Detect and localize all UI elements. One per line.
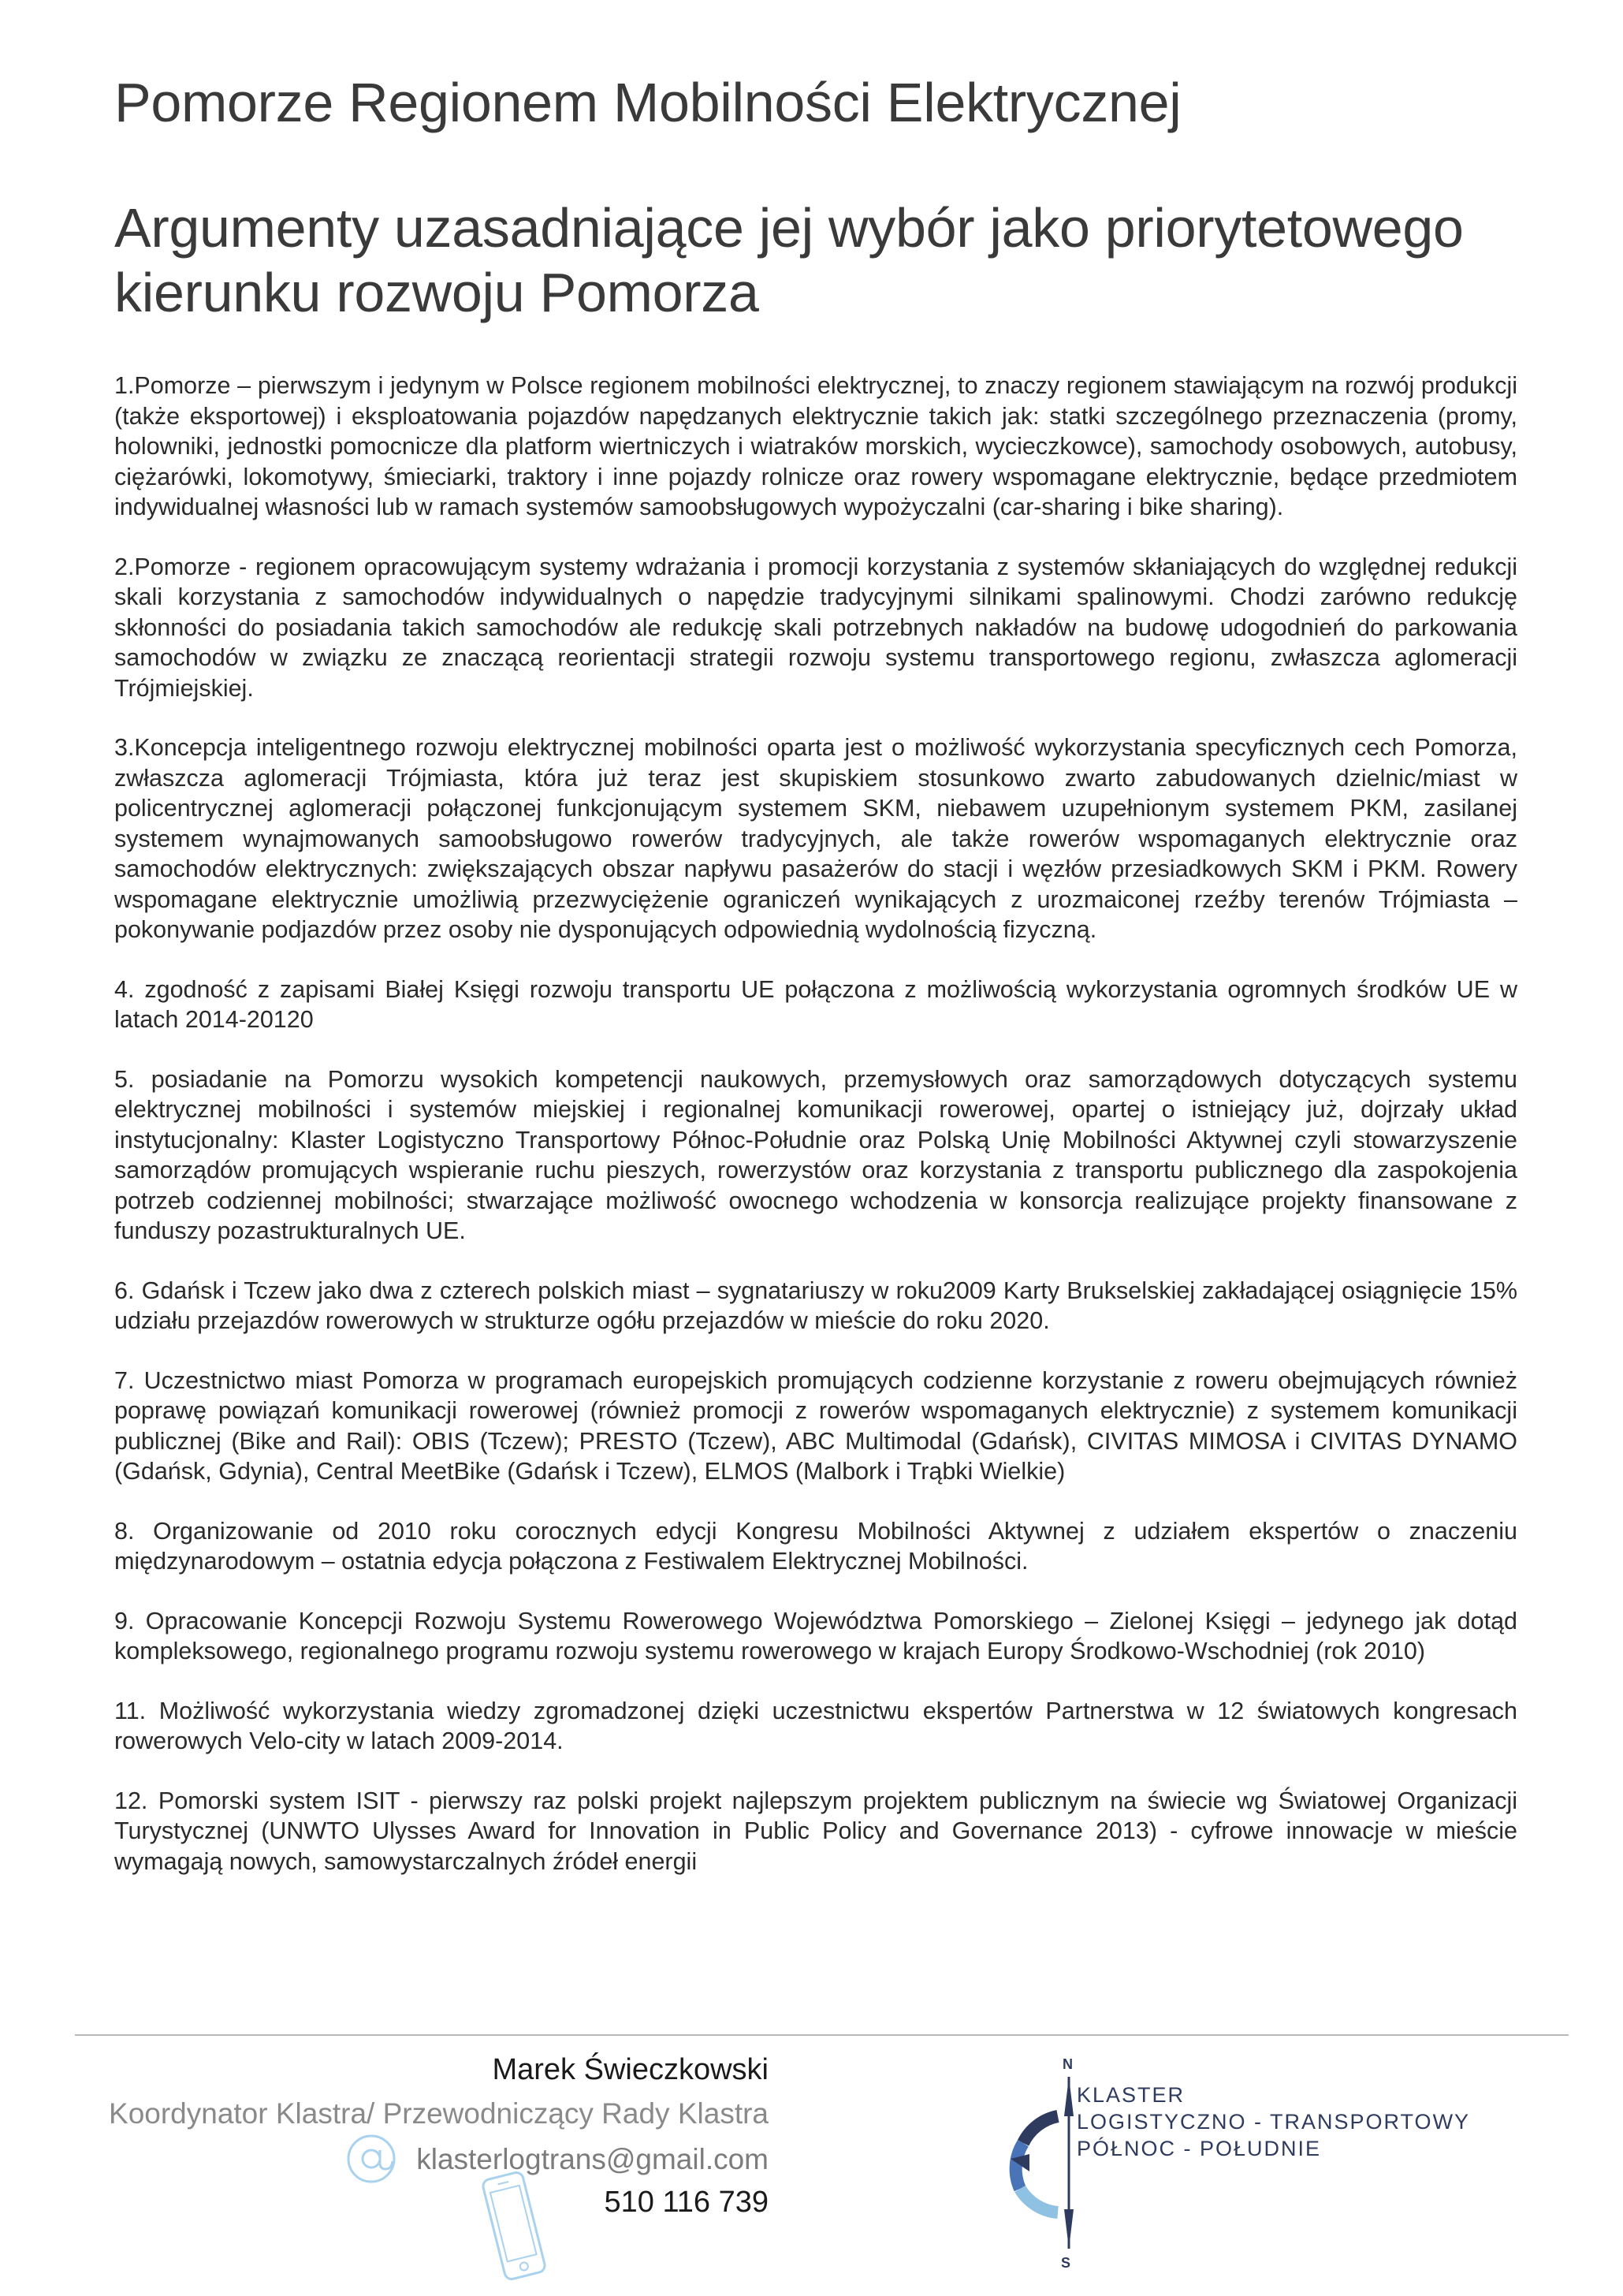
paragraph-8: 8. Organizowanie od 2010 roku corocznych edycji Kongresu Mobilności Aktywnej z udziałem ekspertów o znaczeniu międzynarodowym – ostatnia edycja połączona z Festiwalem Elektrycznej Mobilności.: [114, 1517, 1517, 1575]
logo-line-3: PÓŁNOC - POŁUDNIE: [1077, 2137, 1322, 2160]
smartphone-icon: [478, 2167, 550, 2285]
paragraph-11: 11. Możliwość wykorzystania wiedzy zgromadzonej dzięki uczestnictwu ekspertów Partnerstwa w 12 światowych kongresach rowerowych Velo-city w latach 2009-2014.: [114, 1697, 1517, 1754]
paragraph-7: 7. Uczestnictwo miast Pomorza w programach europejskich promujących codzienne korzystanie z roweru obejmujących również poprawę powiązań komunikacji rowerowej (również promocji z rowerów wspomaganych elektrycznie) z systemem komunikacji publicznej (Bike and Rail): OBIS (Tczew); PRESTO (Tczew), ABC Multimodal (Gdańsk), CIVITAS MIMOSA i CIVITAS DYNAMO (Gdańsk, Gdynia), Central MeetBike (Gdańsk i Tczew), ELMOS (Malbork i Trąbki Wielkie): [114, 1366, 1517, 1485]
signature-role: Koordynator Klastra/ Przewodniczący Rady Klastra: [109, 2097, 769, 2130]
document-subtitle: Argumenty uzasadniające jej wybór jako priorytetowego kierunku rozwoju Pomorza: [114, 197, 1464, 323]
paragraph-2: 2.Pomorze - regionem opracowującym systemy wdrażania i promocji korzystania z systemów skłaniających do względnej redukcji skali korzystania z samochodów indywidualnych o napędzie tradycyjnymi silnikami spalinowymi. Chodzi zarówno redukcję skłonności do posiadania takich samochodów ale redukcję skali potrzebnych nakładów na budowę udogodnień do parkowania samochodów w związku ze znaczącą reorientacji strategii rozwoju systemu transportowego regionu, zwłaszcza aglomeracji Trójmiejskiej.: [114, 553, 1517, 702]
logo-line-1: KLASTER: [1077, 2083, 1186, 2107]
paragraph-4: 4. zgodność z zapisami Białej Księgi rozwoju transportu UE połączona z możliwością wykorzystania ogromnych środków UE w latach 2014-20120: [114, 975, 1517, 1033]
paragraph-1: 1.Pomorze – pierwszym i jedynym w Polsce regionem mobilności elektrycznej, to znaczy regionem stawiającym na rozwój produkcji (także eksportowej) i eksploatowania pojazdów napędzanych elektrycznie takich jak: statki szczególnego przeznaczenia (promy, holowniki, jednostki pomocnicze dla platform wiertniczych i wiatraków morskich, wycieczkowce), samochody osobowych, autobusy, ciężarówki, lokomotywy, śmieciarki, traktory i inne pojazdy rolnicze oraz rowery wspomagane elektrycznie, będące przedmiotem indywidualnej własności lub w ramach systemów samoobsługowych wypożyczalni (car-sharing i bike sharing).: [114, 372, 1517, 520]
logo-north-letter: N: [1063, 2056, 1073, 2072]
signature-phone: 510 116 739: [604, 2186, 769, 2219]
paragraph-9: 9. Opracowanie Koncepcji Rozwoju Systemu Rowerowego Województwa Pomorskiego – Zielonej Księgi – jedynego jak dotąd kompleksowego, regionalnego programu rozwoju systemu rowerowego w krajach Europy Środkowo-Wschodniej (rok 2010): [114, 1607, 1517, 1664]
signature-email[interactable]: klasterlogtrans@gmail.com: [416, 2143, 769, 2175]
signature-name: Marek Świeczkowski: [492, 2053, 769, 2086]
paragraph-6: 6. Gdańsk i Tczew jako dwa z czterech polskich miast – sygnatariuszy w roku2009 Karty Brukselskiej zakładającej osiągnięcie 15% udziału przejazdów rowerowych w strukturze ogółu przejazdów w mieście do roku 2020.: [114, 1277, 1517, 1334]
logo-line-2: LOGISTYCZNO - TRANSPORTOWY: [1077, 2110, 1471, 2134]
paragraph-5: 5. posiadanie na Pomorzu wysokich kompetencji naukowych, przemysłowych oraz samorządowych dotyczących systemu elektrycznej mobilności i systemów miejskiej i regionalnej komunikacji rowerowej, opartej o istniejący już, dojrzały układ instytucjonalny: Klaster Logistyczno Transportowy Północ-Południe oraz Polską Unię Mobilności Aktywnej czyli stowarzyszenie samorządów promujących wspieranie ruchu pieszych, rowerzystów oraz korzystania z transportu publicznego dla zaspokojenia potrzeb codziennej mobilności; stwarzające możliwość owocnego wchodzenia w konsorcja realizujące projekty finansowane z funduszy pozastrukturalnych UE.: [114, 1065, 1517, 1244]
logo-south-letter: S: [1061, 2255, 1071, 2271]
footer-divider: [75, 2034, 1569, 2036]
document-body: [114, 371, 1517, 1906]
document-title: Pomorze Regionem Mobilności Elektrycznej: [114, 72, 1182, 133]
paragraph-3: 3.Koncepcja inteligentnego rozwoju elektrycznej mobilności oparta jest o możliwość wykorzystania specyficznych cech Pomorza, zwłaszcza aglomeracji Trójmiasta, która już teraz jest skupiskiem stosunkowo zwarto zabudowanych dzielnic/miast w policentrycznej aglomeracji połączonej funkcjonującym systemem SKM, niebawem uzupełnionym systemem PKM, zasilanej systemem wynajmowanych samoobsługowo rowerów tradycyjnych, ale także rowerów wspomaganych elektrycznie oraz samochodów elektrycznych: zwiększających obszar napływu pasażerów do stacji i węzłów przesiadkowych SKM i PKM. Rowery wspomagane elektrycznie umożliwią przezwyciężenie ograniczeń wynikających z urozmaiconej rzeźby terenów Trójmiasta – pokonywanie podjazdów przez osoby nie dysponujących odpowiednią wydolnością fizyczną.: [114, 734, 1517, 943]
cluster-logo-text: [1077, 2082, 1487, 2162]
cluster-logo-icon: [976, 2041, 1086, 2281]
paragraph-12: 12. Pomorski system ISIT - pierwszy raz polski projekt najlepszym projektem publicznym na świecie wg Światowej Organizacji Turystycznej (UNWTO Ulysses Award for Innovation in Public Policy and Governance 2013) - cyfrowe innowacje w mieście wymagają nowych, samowystarczalnych źródeł energii: [114, 1787, 1517, 1875]
